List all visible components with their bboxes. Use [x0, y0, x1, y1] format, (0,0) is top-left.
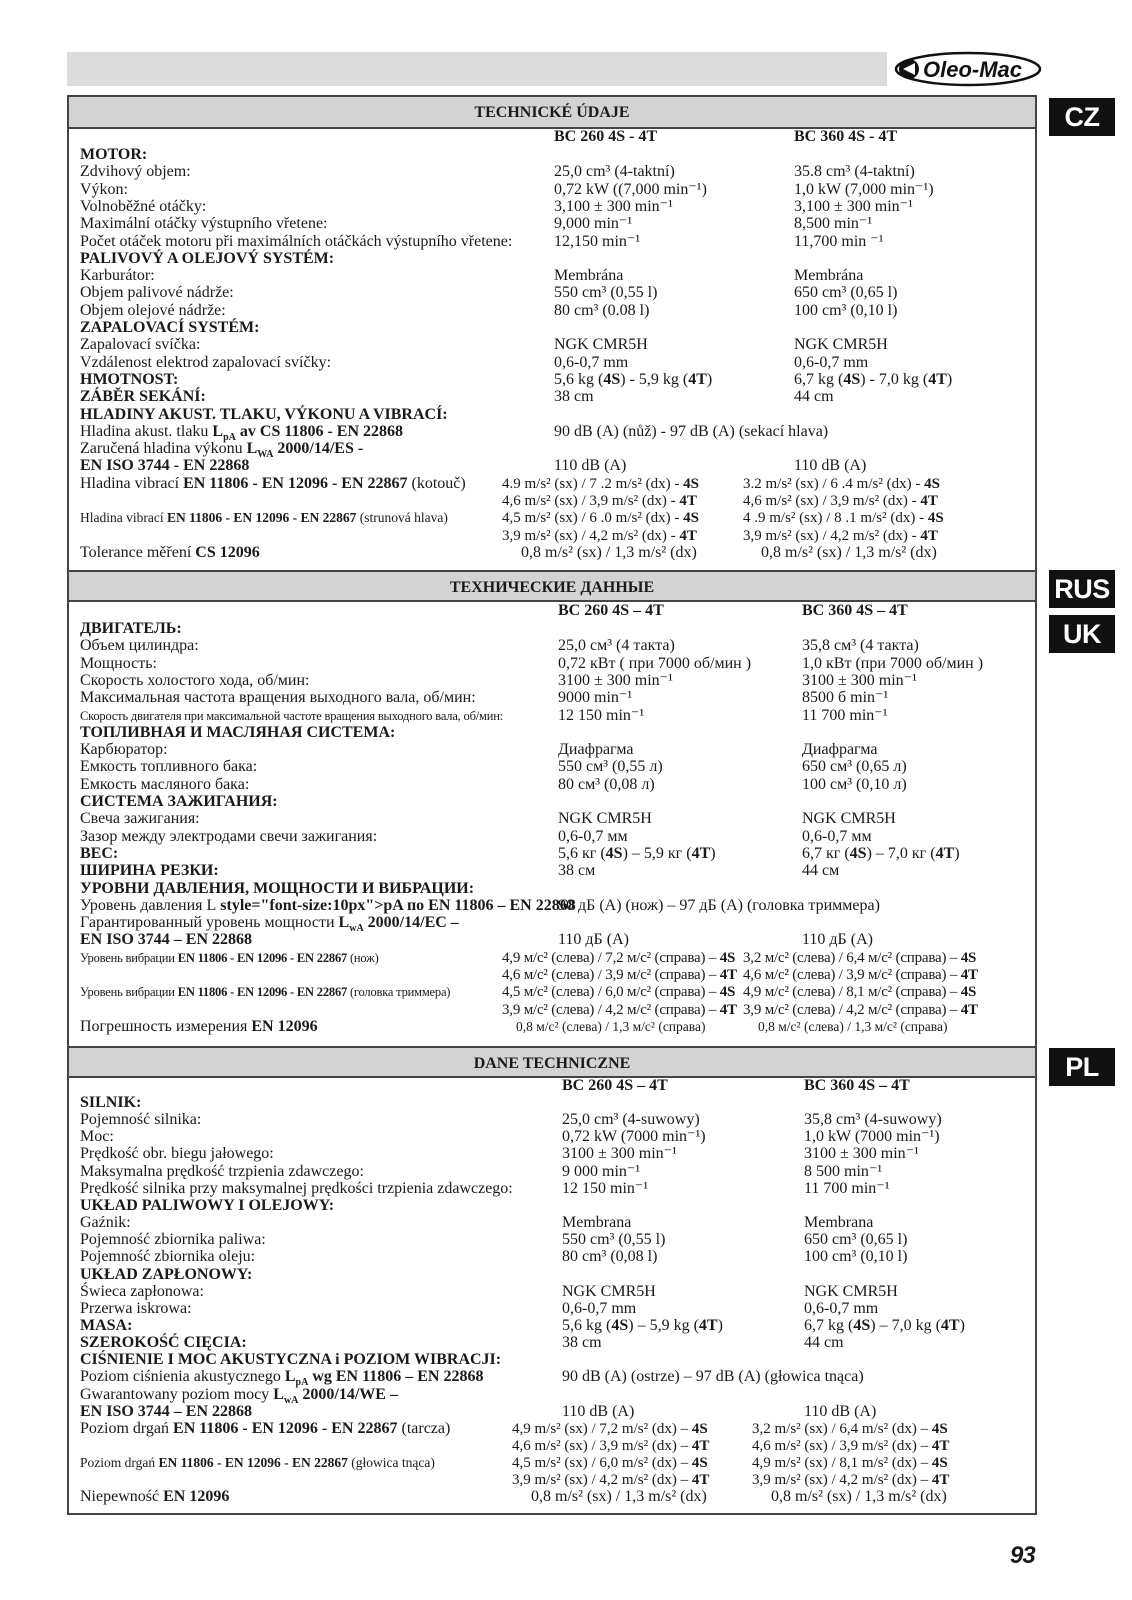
spec-value-model-1: 9000 min⁻¹ — [558, 689, 633, 707]
spec-row — [80, 862, 1030, 880]
spec-row — [80, 914, 1030, 935]
spec-row — [80, 163, 1030, 181]
spec-value-model-1: 110 дБ (A) — [558, 931, 629, 949]
spec-value-model-2: NGK CMR5H — [794, 336, 888, 354]
column-header-model-2: BC 360 4S – 4T — [802, 602, 908, 619]
spec-value-model-1: 5,6 kg (4S) – 5,9 kg (4T) — [562, 1316, 723, 1334]
spec-value-model-2: 0,8 м/с² (слева) / 1,3 м/с² (справа) — [758, 1018, 948, 1034]
spec-label: Емкость топливного бака: — [80, 758, 258, 776]
spec-label: Скорость двигателя при максимальной частоте вращения выходного вала, об/мин: — [80, 708, 503, 723]
spec-value-model-1: 9,000 min⁻¹ — [554, 215, 633, 233]
spec-value-model-1: 80 cm³ (0,08 l) — [562, 1248, 658, 1266]
spec-value-model-1: 3,9 m/s² (sx) / 4,2 m/s² (dx) - 4T — [502, 527, 697, 544]
spec-label: Karburátor: — [80, 267, 155, 285]
spec-row — [80, 440, 1030, 461]
spec-label: CIŚNIENIE I MOC AKUSTYCZNA i POZIOM WIBRACJI: — [80, 1351, 502, 1369]
column-headers — [80, 602, 1030, 620]
section-header-cz — [69, 97, 1035, 129]
spec-row — [80, 983, 1030, 1001]
spec-value-model-1: 0,6-0,7 mm — [562, 1299, 637, 1317]
spec-row — [80, 810, 1030, 828]
spec-value-model-2: 3,9 m/s² (sx) / 4,2 m/s² (dx) – 4T — [752, 1472, 950, 1489]
spec-row — [80, 1334, 1030, 1352]
spec-row — [80, 828, 1030, 846]
spec-row — [80, 637, 1030, 655]
spec-label: Prędkość obr. biegu jałowego: — [80, 1145, 274, 1163]
spec-row — [80, 1437, 1030, 1455]
spec-label: Гарантированный уровень мощности $L_{wA}$ 2000/14/ЕС – — [80, 914, 459, 935]
spec-value-model-2: 3.2 m/s² (sx) / 6 .4 m/s² (dx) - 4S — [743, 475, 940, 492]
column-header-model-2: BC 360 4S – 4T — [804, 1077, 910, 1094]
spec-row — [80, 1403, 1030, 1421]
spec-label: Poziom drgań EN 11806 - EN 12096 - EN 22867 (tarcza) — [80, 1419, 451, 1437]
spec-row — [80, 198, 1030, 216]
spec-row — [80, 1248, 1030, 1266]
spec-label: Pojemność silnika: — [80, 1111, 202, 1129]
spec-label: Свеча зажигания: — [80, 810, 200, 828]
spec-value-model-1: NGK CMR5H — [558, 810, 652, 828]
spec-value-model-2: 35,8 см³ (4 такта) — [802, 637, 919, 655]
spec-label: EN ISO 3744 – EN 22868 — [80, 931, 253, 949]
spec-row — [80, 1001, 1030, 1019]
spec-label: Карбюратор: — [80, 741, 168, 759]
spec-label: Prędkość silnika przy maksymalnej prędkości trzpienia zdawczego: — [80, 1179, 513, 1197]
spec-row — [80, 845, 1030, 863]
spec-row — [80, 1180, 1030, 1198]
spec-value-model-1: 3,9 m/s² (sx) / 4,2 m/s² (dx) – 4T — [512, 1472, 710, 1489]
spec-label: Gaźnik: — [80, 1214, 131, 1232]
lang-tab-cz[interactable]: CZ — [1049, 98, 1115, 136]
spec-label: Зазор между электродами свечи зажигания: — [80, 827, 378, 845]
column-header-model-1: BC 260 4S - 4T — [554, 128, 658, 145]
spec-value-model-2: 650 cm³ (0,65 l) — [794, 284, 898, 302]
spec-value-model-1: 12,150 min⁻¹ — [554, 232, 641, 250]
spec-row — [80, 1454, 1030, 1472]
spec-row — [80, 302, 1030, 320]
spec-value-model-2: 3,100 ± 300 min⁻¹ — [794, 197, 913, 215]
spec-value-model-2: 35,8 cm³ (4-suwowy) — [804, 1111, 942, 1129]
spec-value-model-2: 35.8 cm³ (4-taktní) — [794, 163, 915, 181]
spec-label: SILNIK: — [80, 1094, 142, 1111]
spec-value-model-2: 44 см — [802, 862, 840, 880]
spec-row — [80, 707, 1030, 725]
spec-value-model-2: 110 dB (A) — [804, 1402, 877, 1420]
spec-value-model-2: 4 .9 m/s² (sx) / 8 .1 m/s² (dx) - 4S — [743, 510, 944, 527]
spec-value-model-1: 4,6 m/s² (sx) / 3,9 m/s² (dx) – 4T — [512, 1438, 710, 1454]
spec-value-model-2: 0,8 m/s² (sx) / 1,3 m/s² (dx) — [771, 1488, 947, 1506]
spec-value-model-2: 0,6-0,7 мм — [802, 827, 872, 845]
column-header-model-1: BC 260 4S – 4T — [558, 602, 664, 619]
section-title: DANE TECHNICZNE — [473, 1055, 631, 1072]
spec-value-model-1: Membrana — [562, 1214, 632, 1232]
lang-tab-uk[interactable]: UK — [1049, 615, 1115, 653]
spec-value-model-2: 11 700 min⁻¹ — [804, 1179, 890, 1197]
spec-label: HLADINY AKUST. TLAKU, VÝKONU A VIBRACÍ: — [80, 405, 448, 423]
spec-value-model-2: 1,0 kW (7000 min⁻¹) — [804, 1128, 940, 1146]
spec-label: Максимальная частота вращения выходного вала, об/мин: — [80, 689, 476, 707]
spec-label: ШИРИНА РЕЗКИ: — [80, 862, 219, 880]
spec-value-model-1: 38 см — [558, 862, 596, 880]
spec-row — [80, 1197, 1030, 1215]
spec-row — [80, 146, 1030, 164]
spec-label: Объем цилиндра: — [80, 637, 199, 655]
spec-row — [80, 1283, 1030, 1301]
spec-value-model-1: 5,6 kg (4S) - 5,9 kg (4T) — [554, 370, 713, 388]
spec-value-model-1: 0,6-0,7 мм — [558, 827, 628, 845]
spec-value-model-1: 25,0 cm³ (4-taktní) — [554, 163, 675, 181]
spec-value-model-1: 4.9 m/s² (sx) / 7 .2 m/s² (dx) - 4S — [502, 475, 699, 492]
spec-row — [80, 1368, 1030, 1389]
spec-value-model-1: 5,6 кг (4S) – 5,9 кг (4T) — [558, 844, 716, 862]
spec-value-model-1: 0,6-0,7 mm — [554, 353, 629, 371]
spec-row — [80, 793, 1030, 811]
spec-value-model-1: 90 dB (A) (ostrze) – 97 dB (A) (głowica tnąca) — [562, 1368, 864, 1386]
spec-label: Уровень давления L style="font-size:10px">pA по EN 11806 – EN 22868 — [80, 896, 576, 914]
spec-value-model-1: 550 cm³ (0,55 l) — [562, 1231, 666, 1249]
header-bar — [67, 52, 887, 86]
spec-label: Poziom drgań EN 11806 - EN 12096 - EN 22867 (głowica tnąca) — [80, 1455, 435, 1471]
spec-label: ТОПЛИВНАЯ И МАСЛЯНАЯ СИСТЕМА: — [80, 723, 396, 741]
spec-row — [80, 776, 1030, 794]
column-headers — [80, 1077, 1030, 1095]
spec-label: Tolerance měření CS 12096 — [80, 543, 260, 561]
spec-value-model-1: 3100 ± 300 min⁻¹ — [558, 671, 673, 689]
spec-value-model-1: 4,5 m/s² (sx) / 6 .0 m/s² (dx) - 4S — [502, 510, 699, 527]
spec-value-model-2: 0,6-0,7 mm — [804, 1299, 879, 1317]
spec-label: Maximální otáčky výstupního vřetene: — [80, 215, 328, 233]
spec-value-model-2: 6,7 кг (4S) – 7,0 кг (4T) — [802, 844, 960, 862]
spec-row — [80, 1488, 1030, 1506]
brand-logo-icon — [893, 50, 1043, 88]
section-title: TECHNICKÉ ÚDAJE — [474, 104, 630, 121]
page-number: 93 — [1010, 1542, 1035, 1569]
spec-value-model-2: Диафрагма — [802, 741, 878, 759]
section-title: ТЕХНИЧЕСКИЕ ДАННЫЕ — [449, 579, 655, 596]
spec-row — [80, 1094, 1030, 1112]
spec-label: ZAPALOVACÍ SYSTÉM: — [80, 319, 260, 336]
spec-value-model-2: 8500 б min⁻¹ — [802, 689, 889, 707]
spec-value-model-1: 0,72 kW (7000 min⁻¹) — [562, 1128, 706, 1146]
spec-row — [80, 233, 1030, 251]
spec-value-model-1: Диафрагма — [558, 741, 634, 759]
spec-row — [80, 457, 1030, 475]
spec-label: UKŁAD ZAPŁONOWY: — [80, 1265, 253, 1283]
spec-label: Уровень вибрации EN 11806 - EN 12096 - EN 22867 (головка триммера) — [80, 985, 451, 1000]
spec-label: СИСТЕМА ЗАЖИГАНИЯ: — [80, 793, 278, 810]
spec-row — [80, 406, 1030, 424]
spec-row — [80, 1128, 1030, 1146]
spec-label: Świeca zapłonowa: — [80, 1282, 204, 1300]
spec-label: Niepewność EN 12096 — [80, 1488, 230, 1506]
spec-value-model-1: 110 dB (A) — [554, 457, 627, 475]
spec-row — [80, 475, 1030, 493]
spec-value-model-2: 3,9 м/с² (слева) / 4,2 м/с² (справа) – 4T — [743, 1001, 978, 1018]
spec-label: PALIVOVÝ A OLEJOVÝ SYSTÉM: — [80, 249, 335, 267]
spec-label: Poziom ciśnienia akustycznego $L_{pA}$ wg EN 11806 – EN 22868 — [80, 1368, 484, 1389]
spec-label: MASA: — [80, 1316, 133, 1334]
spec-row — [80, 1351, 1030, 1369]
spec-label: Hladina vibrací EN 11806 - EN 12096 - EN 22867 (kotouč) — [80, 474, 466, 492]
spec-row — [80, 284, 1030, 302]
spec-row — [80, 1231, 1030, 1249]
spec-row — [80, 509, 1030, 527]
spec-value-model-2: 3,2 m/s² (sx) / 6,4 m/s² (dx) – 4S — [752, 1420, 948, 1437]
spec-row — [80, 931, 1030, 949]
spec-row — [80, 1266, 1030, 1284]
spec-label: Objem palivové nádrže: — [80, 284, 234, 302]
spec-label: Емкость масляного бака: — [80, 775, 250, 793]
spec-row — [80, 267, 1030, 285]
spec-value-model-2: 3100 ± 300 min⁻¹ — [804, 1145, 919, 1163]
spec-label: Zdvihový objem: — [80, 163, 191, 181]
spec-value-model-2: 110 дБ (A) — [802, 931, 873, 949]
spec-row — [80, 1111, 1030, 1129]
spec-label: Výkon: — [80, 180, 128, 198]
spec-value-model-2: 4,6 m/s² (sx) / 3,9 m/s² (dx) – 4T — [752, 1438, 950, 1454]
spec-label: SZEROKOŚĆ CIĘCIA: — [80, 1334, 247, 1352]
spec-row — [80, 966, 1030, 984]
spec-row — [80, 741, 1030, 759]
spec-label: Moc: — [80, 1128, 114, 1146]
column-headers — [80, 128, 1030, 146]
spec-value-model-1: 0,72 kW ((7,000 min⁻¹) — [554, 180, 707, 198]
spec-value-model-1: 0,8 м/с² (слева) / 1,3 м/с² (справа) — [516, 1018, 706, 1034]
spec-label: Pojemność zbiornika paliwa: — [80, 1231, 266, 1249]
spec-row — [80, 620, 1030, 638]
spec-row — [80, 181, 1030, 199]
spec-label: Počet otáček motoru při maximálních otáčkách výstupního vřetene: — [80, 232, 513, 250]
spec-label: Przerwa iskrowa: — [80, 1299, 192, 1317]
spec-label: ВЕС: — [80, 844, 119, 862]
spec-value-model-1: 25,0 cm³ (4-suwowy) — [562, 1111, 700, 1129]
spec-value-model-2: 44 cm — [794, 388, 834, 406]
spec-label: Zapalovací svíčka: — [80, 336, 201, 354]
spec-label: ДВИГАТЕЛЬ: — [80, 620, 182, 637]
spec-value-model-1: 4,5 м/с² (слева) / 6,0 м/с² (справа) – 4S — [502, 984, 736, 1001]
spec-label: Objem olejové nádrže: — [80, 301, 226, 319]
spec-value-model-1: 90 дБ (A) (нож) – 97 дБ (A) (головка триммера) — [558, 896, 880, 914]
spec-row — [80, 1018, 1030, 1036]
spec-value-model-2: 6,7 kg (4S) - 7,0 kg (4T) — [794, 370, 953, 388]
spec-value-model-1: 0,8 m/s² (sx) / 1,3 m/s² (dx) — [521, 543, 697, 561]
spec-value-model-2: 650 см³ (0,65 л) — [802, 758, 907, 776]
spec-label: UKŁAD PALIWOWY I OLEJOWY: — [80, 1196, 335, 1214]
column-header-model-1: BC 260 4S – 4T — [562, 1077, 668, 1094]
spec-label: Мощность: — [80, 654, 157, 672]
spec-value-model-2: Membrána — [794, 267, 864, 285]
spec-row — [80, 1420, 1030, 1438]
spec-value-model-2: 11,700 min ⁻¹ — [794, 232, 884, 250]
spec-row — [80, 371, 1030, 389]
spec-value-model-2: NGK CMR5H — [802, 810, 896, 828]
spec-row — [80, 880, 1030, 898]
spec-value-model-2: 8,500 min⁻¹ — [794, 215, 873, 233]
spec-row — [80, 1163, 1030, 1181]
spec-value-model-1: 12 150 min⁻¹ — [562, 1179, 649, 1197]
spec-value-model-1: 550 см³ (0,55 л) — [558, 758, 663, 776]
spec-value-model-1: NGK CMR5H — [562, 1282, 656, 1300]
spec-label: EN ISO 3744 – EN 22868 — [80, 1402, 253, 1420]
spec-row — [80, 1300, 1030, 1318]
spec-row — [80, 1471, 1030, 1489]
spec-label: Погрешность измерения EN 12096 — [80, 1017, 318, 1035]
spec-row — [80, 758, 1030, 776]
spec-value-model-2: NGK CMR5H — [804, 1282, 898, 1300]
spec-value-model-1: 4,9 м/с² (слева) / 7,2 м/с² (справа) – 4S — [502, 949, 736, 966]
section-header-ru — [69, 570, 1035, 602]
spec-label: MOTOR: — [80, 146, 148, 163]
lang-tab-pl[interactable]: PL — [1049, 1048, 1115, 1086]
spec-row — [80, 544, 1030, 562]
spec-row — [80, 250, 1030, 268]
spec-row — [80, 724, 1030, 742]
spec-value-model-1: 110 dB (A) — [562, 1402, 635, 1420]
spec-label: Vzdálenost elektrod zapalovací svíčky: — [80, 353, 332, 371]
spec-label: Zaručená hladina výkonu $L_{WA}$ 2000/14/ES - — [80, 440, 364, 461]
spec-label: Pojemność zbiornika oleju: — [80, 1248, 256, 1266]
spec-row — [80, 354, 1030, 372]
spec-label: Gwarantowany poziom mocy $L_{wA}$ 2000/14/WE – — [80, 1385, 398, 1406]
spec-value-model-2: 100 cm³ (0,10 l) — [804, 1248, 908, 1266]
spec-value-model-1: 3,9 м/с² (слева) / 4,2 м/с² (справа) – 4T — [502, 1001, 737, 1018]
spec-value-model-1: Membrána — [554, 267, 624, 285]
spec-value-model-1: 550 cm³ (0,55 l) — [554, 284, 658, 302]
spec-value-model-2: 4,9 м/с² (слева) / 8,1 м/с² (справа) – 4S — [743, 984, 977, 1001]
spec-value-model-2: 11 700 min⁻¹ — [802, 706, 888, 724]
spec-row — [80, 388, 1030, 406]
spec-value-model-2: 3100 ± 300 min⁻¹ — [802, 671, 917, 689]
spec-value-model-1: 80 см³ (0,08 л) — [558, 775, 655, 793]
spec-value-model-1: 4,6 m/s² (sx) / 3,9 m/s² (dx) - 4T — [502, 493, 697, 509]
spec-row — [80, 492, 1030, 510]
spec-row — [80, 1214, 1030, 1232]
spec-value-model-2: 4,9 m/s² (sx) / 8,1 m/s² (dx) – 4S — [752, 1455, 948, 1472]
spec-row — [80, 949, 1030, 967]
spec-value-model-2: 4,6 м/с² (слева) / 3,9 м/с² (справа) – 4T — [743, 967, 978, 983]
spec-label: Скорость холостого хода, об/мин: — [80, 671, 310, 689]
spec-label: Hladina vibrací EN 11806 - EN 12096 - EN 22867 (strunová hlava) — [80, 510, 448, 526]
spec-label: HMOTNOST: — [80, 370, 179, 388]
spec-value-model-2: 650 cm³ (0,65 l) — [804, 1231, 908, 1249]
spec-row — [80, 897, 1030, 915]
spec-value-model-1: 80 cm³ (0.08 l) — [554, 301, 650, 319]
spec-label: УРОВНИ ДАВЛЕНИЯ, МОЩНОСТИ И ВИБРАЦИИ: — [80, 879, 475, 897]
spec-label: Volnoběžné otáčky: — [80, 197, 207, 215]
spec-row — [80, 655, 1030, 673]
spec-value-model-2: 1,0 кВт (при 7000 об/мин ) — [802, 654, 984, 672]
spec-value-model-1: 4,5 m/s² (sx) / 6,0 m/s² (dx) – 4S — [512, 1455, 708, 1472]
spec-row — [80, 423, 1030, 441]
spec-value-model-2: 6,7 kg (4S) – 7,0 kg (4T) — [804, 1316, 965, 1334]
brand-logo — [893, 50, 1043, 88]
spec-row — [80, 215, 1030, 233]
spec-value-model-1: 3100 ± 300 min⁻¹ — [562, 1145, 677, 1163]
spec-value-model-2: 8 500 min⁻¹ — [804, 1162, 883, 1180]
spec-value-model-1: 90 dB (A) (nůž) - 97 dB (A) (sekací hlava) — [554, 422, 829, 440]
spec-row — [80, 319, 1030, 337]
spec-value-model-1: NGK CMR5H — [554, 336, 648, 354]
spec-value-model-2: 100 cm³ (0,10 l) — [794, 301, 898, 319]
spec-value-model-1: 38 cm — [554, 388, 594, 406]
spec-value-model-1: 0,8 m/s² (sx) / 1,3 m/s² (dx) — [531, 1488, 707, 1506]
spec-value-model-2: 3,9 m/s² (sx) / 4,2 m/s² (dx) - 4T — [743, 527, 938, 544]
spec-value-model-1: 12 150 min⁻¹ — [558, 706, 645, 724]
spec-label: Maksymalna prędkość trzpienia zdawczego: — [80, 1162, 364, 1180]
spec-label: ZÁBĚR SEKÁNÍ: — [80, 388, 206, 406]
spec-row — [80, 672, 1030, 690]
spec-label: Уровень вибрации EN 11806 - EN 12096 - EN 22867 (нож) — [80, 950, 379, 965]
spec-row — [80, 336, 1030, 354]
spec-value-model-2: 3,2 м/с² (слева) / 6,4 м/с² (справа) – 4S — [743, 949, 977, 966]
spec-row — [80, 689, 1030, 707]
section-header-pl — [69, 1046, 1035, 1078]
spec-value-model-2: 0,6-0,7 mm — [794, 353, 869, 371]
spec-value-model-1: 4,6 м/с² (слева) / 3,9 м/с² (справа) – 4T — [502, 967, 737, 983]
spec-value-model-2: 44 cm — [804, 1334, 844, 1352]
spec-row — [80, 1386, 1030, 1404]
spec-label: Hladina akust. tlaku $L_{pA}$ av CS 11806 - EN 22868 — [80, 422, 404, 443]
spec-value-model-1: 25,0 см³ (4 такта) — [558, 637, 675, 655]
spec-value-model-2: 4,6 m/s² (sx) / 3,9 m/s² (dx) - 4T — [743, 493, 938, 509]
lang-tab-rus[interactable]: RUS — [1049, 570, 1115, 608]
spec-value-model-2: 110 dB (A) — [794, 457, 867, 475]
spec-row — [80, 1317, 1030, 1335]
spec-value-model-1: 38 cm — [562, 1334, 602, 1352]
spec-value-model-1: 9 000 min⁻¹ — [562, 1162, 641, 1180]
spec-value-model-2: 100 см³ (0,10 л) — [802, 775, 907, 793]
brand-logo-text: Oleo-Mac — [923, 57, 1023, 82]
spec-value-model-2: 1,0 kW (7,000 min⁻¹) — [794, 180, 934, 198]
spec-value-model-2: Membrana — [804, 1214, 874, 1232]
spec-value-model-1: 0,72 кВт ( при 7000 об/мин ) — [558, 654, 752, 672]
spec-row — [80, 1145, 1030, 1163]
column-header-model-2: BC 360 4S - 4T — [794, 128, 898, 145]
spec-value-model-1: 4,9 m/s² (sx) / 7,2 m/s² (dx) – 4S — [512, 1420, 708, 1437]
spec-value-model-2: 0,8 m/s² (sx) / 1,3 m/s² (dx) — [761, 543, 937, 561]
spec-row — [80, 527, 1030, 545]
spec-value-model-1: 3,100 ± 300 min⁻¹ — [554, 197, 673, 215]
spec-label: EN ISO 3744 - EN 22868 — [80, 457, 250, 475]
